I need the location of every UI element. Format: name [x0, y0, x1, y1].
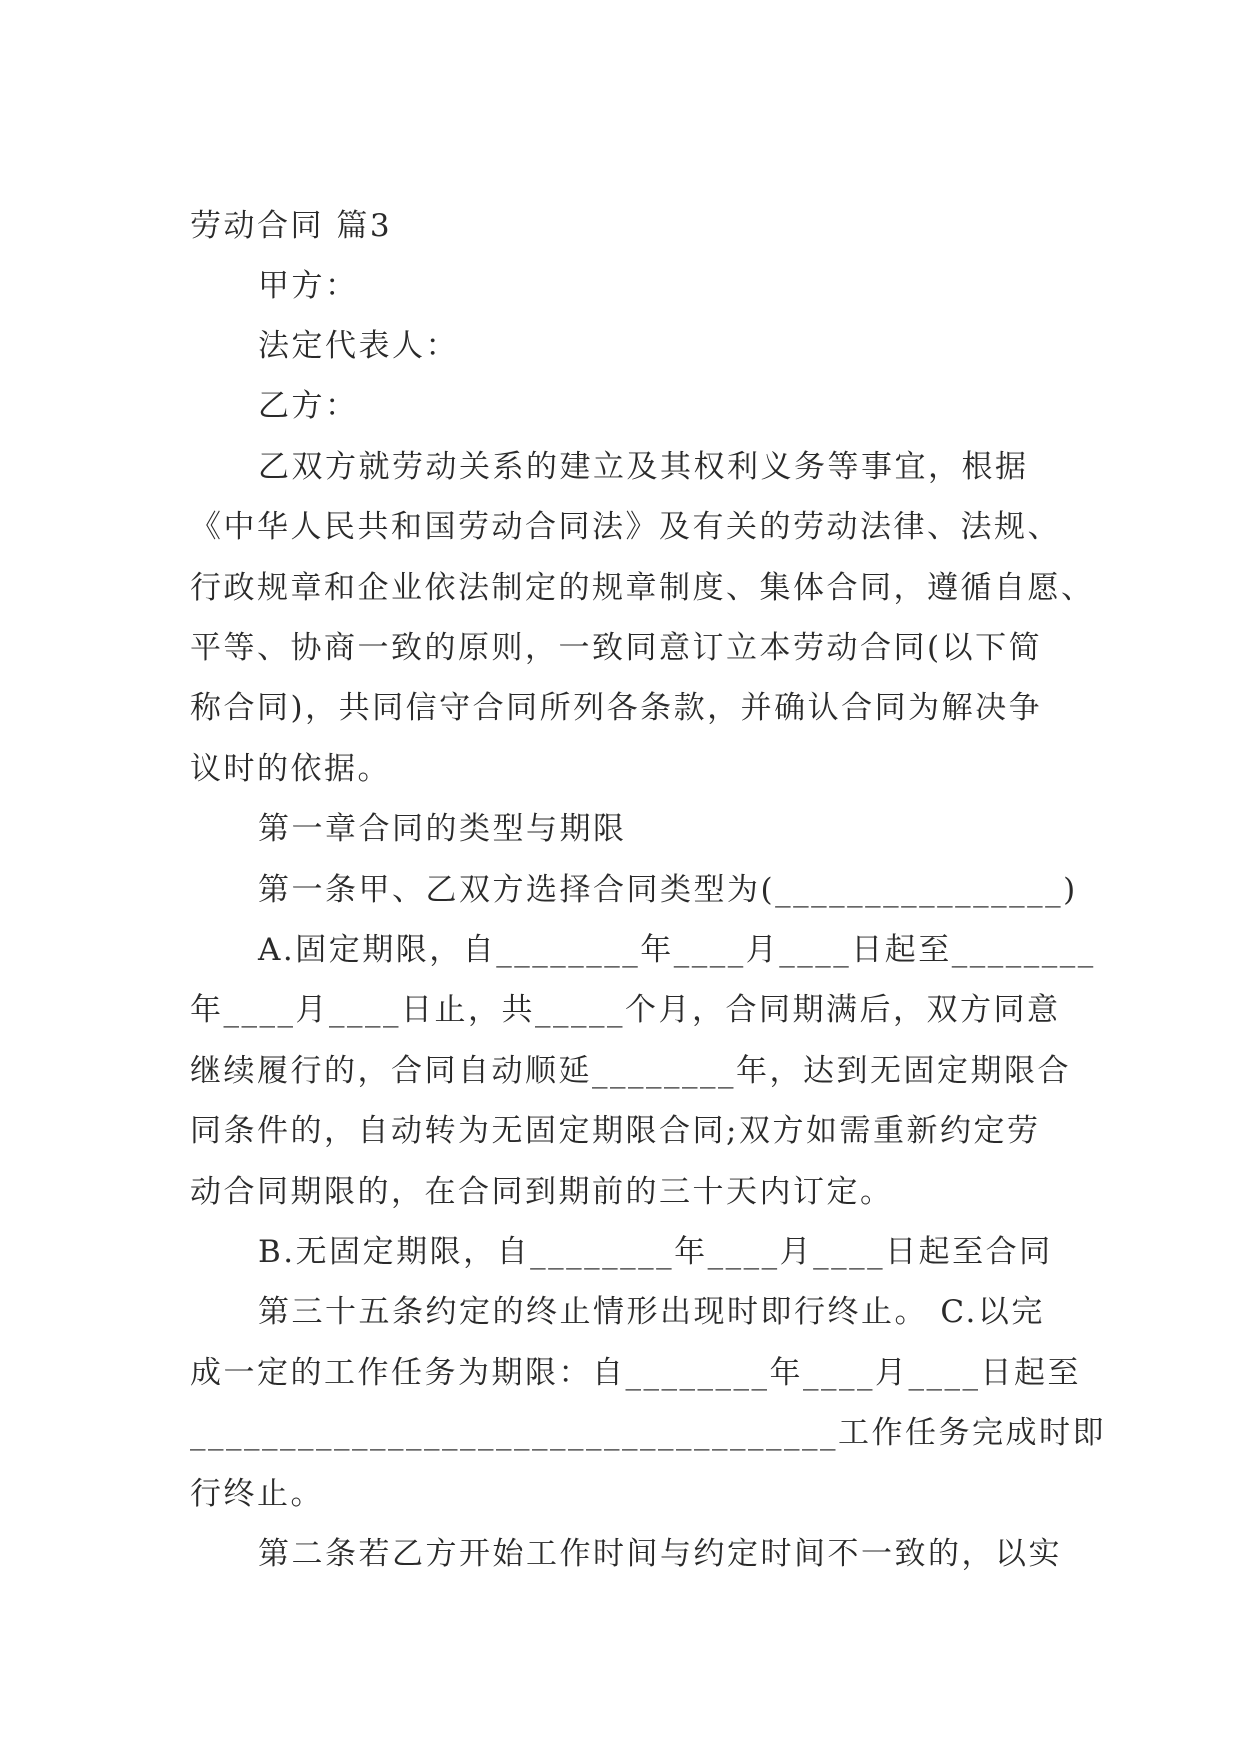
preamble-line-3: 行政规章和企业依法制定的规章制度、集体合同，遵循自愿、 — [190, 570, 1095, 606]
option-b-line-2: 第三十五条约定的终止情形出现时即行终止。 C.以完 — [258, 1294, 1045, 1330]
chapter-heading: 第一章合同的类型与期限 — [258, 811, 627, 847]
option-a-line-3: 继续履行的，合同自动顺延________年，达到无固定期限合 — [190, 1053, 1071, 1089]
option-c-line-2: ____________________________________工作任务完成时即 — [190, 1415, 1106, 1451]
option-c-line-1: 成一定的工作任务为期限：自________年____月____日起至 — [190, 1355, 1081, 1391]
document-title: 劳动合同 篇3 — [190, 208, 393, 244]
option-c-line-3: 行终止。 — [190, 1476, 324, 1512]
preamble-line-4: 平等、协商一致的原则，一致同意订立本劳动合同(以下简 — [190, 630, 1043, 666]
preamble-line-6: 议时的依据。 — [190, 751, 391, 787]
option-b-line-1: B.无固定期限，自________年____月____日起至合同 — [258, 1234, 1053, 1270]
option-a-line-5: 动合同期限的，在合同到期前的三十天内订定。 — [190, 1174, 894, 1210]
article-1-line: 第一条甲、乙双方选择合同类型为(________________) — [258, 872, 1078, 908]
option-a-line-1: A.固定期限，自________年____月____日起至________ — [258, 932, 1096, 968]
preamble-line-1: 乙双方就劳动关系的建立及其权利义务等事宜，根据 — [258, 449, 1029, 485]
preamble-line-2: 《中华人民共和国劳动合同法》及有关的劳动法律、法规、 — [190, 509, 1061, 545]
party-a-label: 甲方： — [258, 268, 359, 304]
option-a-line-2: 年____月____日止，共_____个月，合同期满后，双方同意 — [190, 992, 1061, 1028]
legal-representative-label: 法定代表人： — [258, 328, 459, 364]
preamble-line-5: 称合同)，共同信守合同所列各条款，并确认合同为解决争 — [190, 690, 1043, 726]
party-b-label: 乙方： — [258, 388, 359, 424]
article-2-line: 第二条若乙方开始工作时间与约定时间不一致的，以实 — [258, 1536, 1062, 1572]
option-a-line-4: 同条件的，自动转为无固定期限合同;双方如需重新约定劳 — [190, 1113, 1041, 1149]
